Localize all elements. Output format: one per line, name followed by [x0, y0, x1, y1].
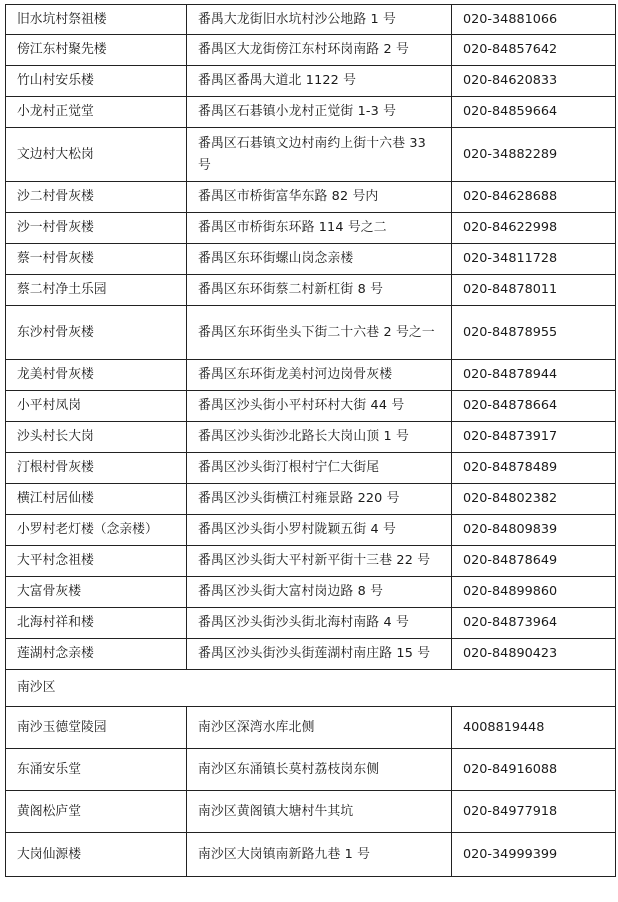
- facility-name-cell: 蔡一村骨灰楼: [6, 244, 187, 275]
- table-row: [6, 66, 616, 97]
- facility-address-cell: 番禺区沙头街横江村雍景路 220 号: [187, 484, 452, 515]
- facility-name-cell: 横江村居仙楼: [6, 484, 187, 515]
- facility-name-cell: 小龙村正觉堂: [6, 97, 187, 128]
- facility-address-cell: 番禺区石碁镇小龙村正觉街 1-3 号: [187, 97, 452, 128]
- facility-address-cell: 番禺区东环街蔡二村新杠街 8 号: [187, 275, 452, 306]
- facility-address-cell: 番禺区沙头街大平村新平街十三巷 22 号: [187, 546, 452, 577]
- facility-phone-cell: 020-84628688: [452, 182, 616, 213]
- facility-address-cell: 番禺区沙头街沙头街北海村南路 4 号: [187, 608, 452, 639]
- directory-table-body: [6, 5, 616, 877]
- facility-address-cell: 番禺区东环街螺山岗念亲楼: [187, 244, 452, 275]
- facility-phone-cell: 020-84622998: [452, 213, 616, 244]
- facility-phone-cell: 020-34881066: [452, 5, 616, 35]
- facility-name-cell: 小罗村老灯楼（念亲楼）: [6, 515, 187, 546]
- table-row: [6, 791, 616, 833]
- table-row: [6, 97, 616, 128]
- facility-name-cell: 大平村念祖楼: [6, 546, 187, 577]
- facility-name-cell: 黄阁松庐堂: [6, 791, 187, 833]
- facility-address-cell: 番禺区沙头街沙头街莲湖村南庄路 15 号: [187, 639, 452, 670]
- facility-name-cell: 汀根村骨灰楼: [6, 453, 187, 484]
- facility-phone-cell: 020-34999399: [452, 833, 616, 877]
- facility-address-cell: 南沙区黄阁镇大塘村牛其坑: [187, 791, 452, 833]
- facility-name-cell: 小平村凤岗: [6, 391, 187, 422]
- facility-name-cell: 龙美村骨灰楼: [6, 360, 187, 391]
- facility-address-cell: 番禺区沙头街小平村环村大街 44 号: [187, 391, 452, 422]
- facility-phone-cell: 4008819448: [452, 707, 616, 749]
- table-row: [6, 453, 616, 484]
- facility-name-cell: 大富骨灰楼: [6, 577, 187, 608]
- facility-name-cell: 东涌安乐堂: [6, 749, 187, 791]
- facility-address-cell: 番禺区东环街坐头下街二十六巷 2 号之一: [187, 306, 452, 360]
- facility-phone-cell: 020-84859664: [452, 97, 616, 128]
- facility-address-cell: 番禺区番禺大道北 1122 号: [187, 66, 452, 97]
- facility-address-cell: 南沙区东涌镇长莫村荔枝岗东侧: [187, 749, 452, 791]
- facility-phone-cell: 020-84890423: [452, 639, 616, 670]
- facility-address-cell: 番禺区东环街龙美村河边岗骨灰楼: [187, 360, 452, 391]
- facility-name-cell: 蔡二村净土乐园: [6, 275, 187, 306]
- facility-name-cell: 旧水坑村祭祖楼: [6, 5, 187, 35]
- table-row: [6, 275, 616, 306]
- facility-name-cell: 沙一村骨灰楼: [6, 213, 187, 244]
- facility-name-cell: 南沙玉德堂陵园: [6, 707, 187, 749]
- table-row: [6, 391, 616, 422]
- facility-name-cell: 沙二村骨灰楼: [6, 182, 187, 213]
- facility-address-cell: 番禺区沙头街汀根村宁仁大街尾: [187, 453, 452, 484]
- table-row: [6, 5, 616, 35]
- table-row: [6, 128, 616, 182]
- table-row: [6, 244, 616, 275]
- facility-address-cell: 番禺区大龙街傍江东村环岗南路 2 号: [187, 35, 452, 66]
- facility-phone-cell: 020-84878649: [452, 546, 616, 577]
- facility-phone-cell: 020-84857642: [452, 35, 616, 66]
- table-row: [6, 833, 616, 877]
- table-row: [6, 608, 616, 639]
- table-row: [6, 484, 616, 515]
- facility-address-cell: 番禺区市桥街东环路 114 号之二: [187, 213, 452, 244]
- facility-address-cell: 番禺区石碁镇文边村南约上街十六巷 33 号: [187, 128, 452, 182]
- table-row: [6, 515, 616, 546]
- facility-name-cell: 沙头村长大岗: [6, 422, 187, 453]
- facility-address-cell: 番禺区沙头街大富村岗边路 8 号: [187, 577, 452, 608]
- columbarium-directory-table: [5, 4, 616, 877]
- facility-phone-cell: 020-84878664: [452, 391, 616, 422]
- facility-name-cell: 莲湖村念亲楼: [6, 639, 187, 670]
- facility-phone-cell: 020-84878489: [452, 453, 616, 484]
- facility-phone-cell: 020-84977918: [452, 791, 616, 833]
- facility-phone-cell: 020-84620833: [452, 66, 616, 97]
- facility-name-cell: 文边村大松岗: [6, 128, 187, 182]
- section-title-nansha: 南沙区: [6, 670, 616, 707]
- table-row: [6, 749, 616, 791]
- facility-name-cell: 竹山村安乐楼: [6, 66, 187, 97]
- table-row: [6, 35, 616, 66]
- facility-address-cell: 番禺大龙街旧水坑村沙公地路 1 号: [187, 5, 452, 35]
- facility-phone-cell: 020-84878011: [452, 275, 616, 306]
- table-row: [6, 182, 616, 213]
- facility-phone-cell: 020-84878955: [452, 306, 616, 360]
- facility-phone-cell: 020-84878944: [452, 360, 616, 391]
- facility-name-cell: 傍江东村聚先楼: [6, 35, 187, 66]
- facility-phone-cell: 020-84899860: [452, 577, 616, 608]
- table-row: [6, 639, 616, 670]
- facility-address-cell: 南沙区大岗镇南新路九巷 1 号: [187, 833, 452, 877]
- table-row: [6, 213, 616, 244]
- facility-name-cell: 大岗仙源楼: [6, 833, 187, 877]
- facility-phone-cell: 020-84809839: [452, 515, 616, 546]
- facility-address-cell: 南沙区深湾水库北侧: [187, 707, 452, 749]
- table-row: [6, 577, 616, 608]
- facility-phone-cell: 020-84873917: [452, 422, 616, 453]
- table-row: [6, 306, 616, 360]
- facility-address-cell: 番禺区市桥街富华东路 82 号内: [187, 182, 452, 213]
- facility-address-cell: 番禺区沙头街小罗村陇颖五街 4 号: [187, 515, 452, 546]
- table-row: [6, 546, 616, 577]
- facility-phone-cell: 020-34882289: [452, 128, 616, 182]
- table-row: [6, 360, 616, 391]
- table-row: [6, 707, 616, 749]
- section-header-row: [6, 670, 616, 707]
- facility-address-cell: 番禺区沙头街沙北路长大岗山顶 1 号: [187, 422, 452, 453]
- facility-phone-cell: 020-84916088: [452, 749, 616, 791]
- facility-name-cell: 东沙村骨灰楼: [6, 306, 187, 360]
- facility-phone-cell: 020-84802382: [452, 484, 616, 515]
- facility-name-cell: 北海村祥和楼: [6, 608, 187, 639]
- table-row: [6, 422, 616, 453]
- facility-phone-cell: 020-34811728: [452, 244, 616, 275]
- facility-phone-cell: 020-84873964: [452, 608, 616, 639]
